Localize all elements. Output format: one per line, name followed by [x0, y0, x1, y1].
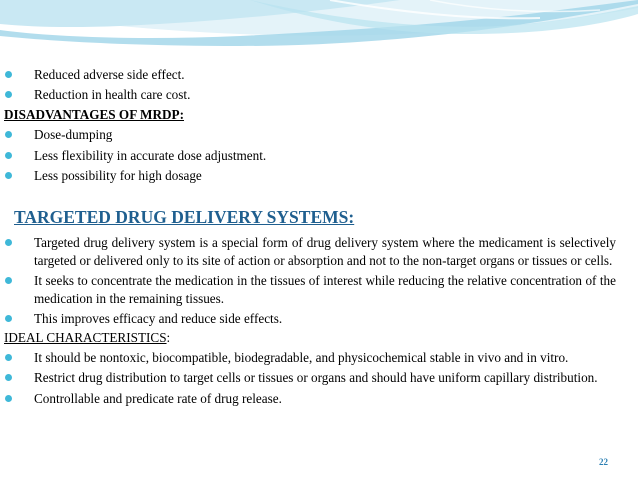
- bullet-ideal-nontoxic: It should be nontoxic, biocompatible, biodegradable, and physicochemical stable in vivo and in vitro.: [4, 349, 616, 366]
- bullet-dot-icon: [5, 395, 12, 402]
- bullet-dot-icon: [5, 131, 12, 138]
- ideal-heading-colon: :: [166, 330, 171, 346]
- ideal-heading-line: [4, 329, 616, 346]
- disadvantages-heading: DISADVANTAGES OF MRDP:: [4, 106, 184, 122]
- bullet-tds-concentrate: It seeks to concentrate the medication in the tissues of interest while reducing the relative concentration of the medication in the remaining tissues.: [4, 272, 616, 307]
- header-wave-decoration: [0, 0, 638, 70]
- bullet-dot-icon: [5, 315, 12, 322]
- bullet-dot-icon: [5, 172, 12, 179]
- bullet-dot-icon: [5, 71, 12, 78]
- bullet-dot-icon: [5, 277, 12, 284]
- bullet-less-flexibility: Less flexibility in accurate dose adjustment.: [4, 147, 616, 164]
- bullet-dot-icon: [5, 374, 12, 381]
- bullet-tds-definition: Targeted drug delivery system is a special form of drug delivery system where the medicament is selectively targeted or delivered only to its site of action or absorption and not to the non-target organs or tissues or cells.: [4, 234, 616, 269]
- bullet-high-dosage: Less possibility for high dosage: [4, 167, 616, 184]
- bullet-tds-efficacy: This improves efficacy and reduce side effects.: [4, 310, 616, 327]
- slide-content: [4, 66, 616, 407]
- tds-section-title: TARGETED DRUG DELIVERY SYSTEMS:: [14, 207, 355, 228]
- bullet-reduced-cost: Reduction in health care cost.: [4, 86, 616, 103]
- bullet-reduced-side-effect: Reduced adverse side effect.: [4, 66, 616, 83]
- bullet-dot-icon: [5, 152, 12, 159]
- bullet-dot-icon: [5, 239, 12, 246]
- bullet-dose-dumping: Dose-dumping: [4, 126, 616, 143]
- page-number: 22: [599, 457, 608, 467]
- ideal-heading: IDEAL CHARACTERISTICS: [4, 330, 167, 346]
- bullet-ideal-controllable: Controllable and predicate rate of drug release.: [4, 390, 616, 407]
- bullet-dot-icon: [5, 91, 12, 98]
- bullet-ideal-restrict: Restrict drug distribution to target cells or tissues or organs and should have uniform capillary distribution.: [4, 369, 616, 386]
- bullet-dot-icon: [5, 354, 12, 361]
